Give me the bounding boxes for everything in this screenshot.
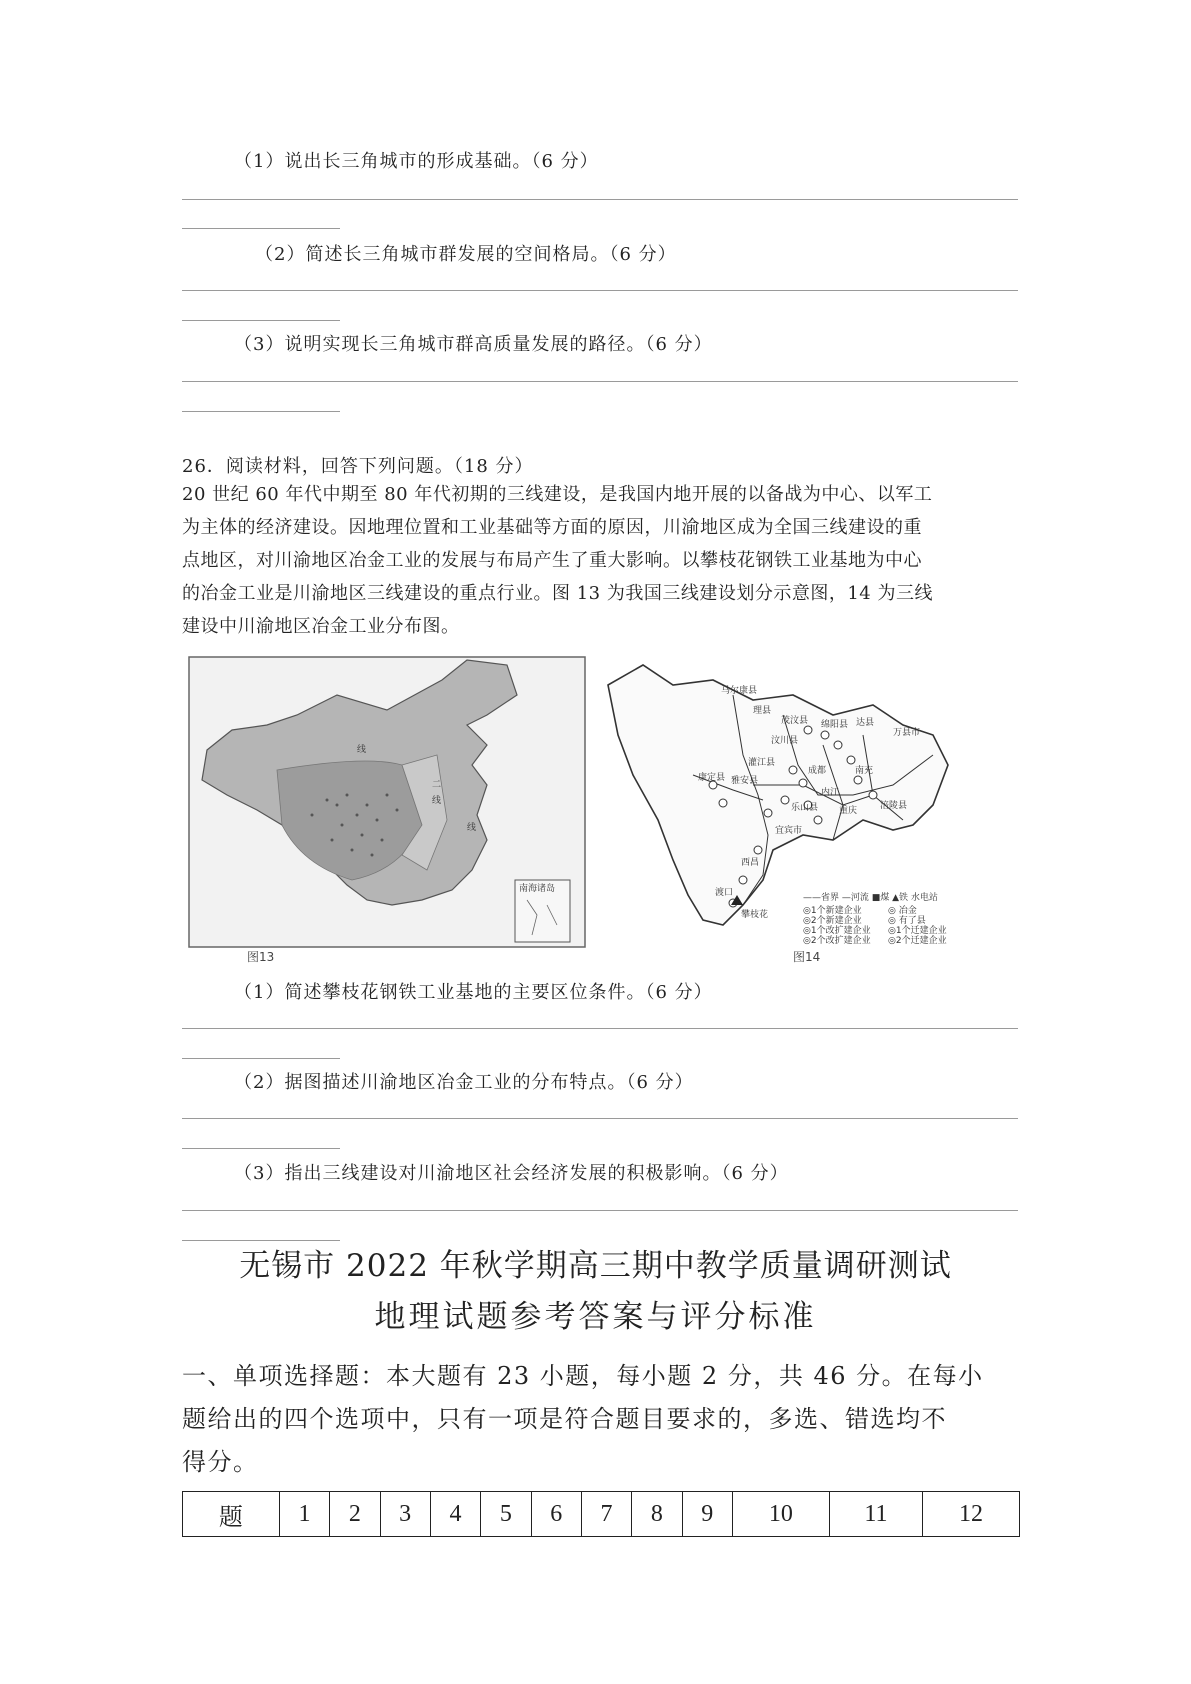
place-label: 内江 [821, 788, 840, 798]
legend-item: ◎1个新建企业 [803, 906, 862, 916]
table-cell: 7 [581, 1492, 631, 1537]
answer-line[interactable] [182, 199, 1018, 200]
table-row [183, 1492, 1020, 1537]
place-label: 乐山县 [791, 803, 819, 813]
q25-sub3: （3）说明实现长三角城市群高质量发展的路径。（6 分） [234, 334, 713, 355]
material-line: 20 世纪 60 年代中期至 80 年代初期的三线建设，是我国内地开展的以备战为中心、以军工 [182, 484, 933, 505]
answer-line-short[interactable] [182, 320, 340, 321]
fig13-caption: 图13 [247, 950, 275, 964]
section1-line: 得分。 [182, 1448, 259, 1476]
place-label: 康定县 [698, 773, 726, 783]
place-label: 马尔康县 [721, 686, 758, 696]
place-label: 涪陵县 [880, 801, 908, 811]
q26-sub2: （2）据图描述川渝地区冶金工业的分布特点。（6 分） [234, 1072, 694, 1093]
table-cell: 9 [682, 1492, 732, 1537]
label-line2b: 线 [432, 796, 442, 806]
legend-item: ◎2个新建企业 [803, 916, 862, 926]
legend-item: ◎ 有了县 [888, 916, 926, 926]
place-label: 汶川县 [771, 736, 799, 746]
legend-item: ◎2个迁建企业 [888, 936, 947, 946]
material-line: 为主体的经济建设。因地理位置和工业基础等方面的原因，川渝地区成为全国三线建设的重 [182, 517, 922, 538]
place-label: 成都 [808, 766, 827, 776]
q26-material [182, 478, 1022, 643]
material-line: 的冶金工业是川渝地区三线建设的重点行业。图 13 为我国三线建设划分示意图，14 为三线 [182, 583, 933, 604]
place-label: 雅安县 [731, 776, 759, 786]
legend-item: ◎2个改扩建企业 [803, 936, 871, 946]
table-cell: 3 [380, 1492, 430, 1537]
table-cell: 8 [632, 1492, 682, 1537]
section1-instructions [182, 1355, 1022, 1484]
answer-line[interactable] [182, 1028, 1018, 1029]
answer-line[interactable] [182, 381, 1018, 382]
place-label: 宜宾市 [775, 826, 803, 836]
q25-sub2: （2）简述长三角城市群发展的空间格局。（6 分） [255, 244, 677, 265]
sichuan-outline [608, 665, 948, 925]
answer-line-short[interactable] [182, 411, 340, 412]
table-cell: 11 [829, 1492, 922, 1537]
table-cell: 1 [279, 1492, 329, 1537]
table-cell: 2 [330, 1492, 380, 1537]
place-label: 理县 [753, 706, 772, 716]
place-label: 绵阳县 [821, 720, 849, 730]
answer-table [182, 1491, 1020, 1537]
inset-label: 南海诸岛 [519, 884, 556, 894]
legend-item: ◎1个改扩建企业 [803, 926, 871, 936]
legend-row1: ——省界 —河流 ■煤 ▲铁 水电站 [803, 893, 938, 903]
place-label: 渡口 [715, 888, 734, 898]
answer-line-short[interactable] [182, 1058, 340, 1059]
fig14-caption: 图14 [793, 950, 821, 964]
place-label: 茂汶县 [781, 716, 809, 726]
answer-line-short[interactable] [182, 228, 340, 229]
place-label: 攀枝花 [741, 910, 769, 920]
place-label: 西昌 [741, 858, 760, 868]
q26-sub1: （1）简述攀枝花钢铁工业基地的主要区位条件。（6 分） [234, 982, 713, 1003]
section1-line: 一、单项选择题：本大题有 23 小题，每小题 2 分，共 46 分。在每小 [182, 1362, 984, 1390]
map-legend [803, 891, 947, 946]
legend-item: ◎ 冶金 [888, 906, 917, 916]
legend-item: ◎1个迁建企业 [888, 926, 947, 936]
answer-line[interactable] [182, 290, 1018, 291]
material-line: 建设中川渝地区冶金工业分布图。 [182, 616, 460, 637]
q25-sub1: （1）说出长三角城市的形成基础。（6 分） [234, 151, 599, 172]
place-label: 重庆 [839, 806, 858, 816]
answer-line[interactable] [182, 1118, 1018, 1119]
table-cell: 题 [183, 1492, 280, 1537]
place-label: 灌江县 [748, 758, 776, 768]
label-line3: 线 [357, 745, 367, 755]
answer-key-subtitle: 地理试题参考答案与评分标准 [374, 1299, 817, 1335]
figure-14-metallurgy-map [603, 655, 1003, 965]
q26-header: 26．阅读材料，回答下列问题。（18 分） [182, 456, 534, 477]
section1-line: 题给出的四个选项中，只有一项是符合题目要求的，多选、错选均不 [182, 1405, 947, 1433]
figure-13-china-map [187, 655, 587, 965]
place-label: 南充 [855, 766, 874, 776]
place-label: 万县市 [893, 728, 921, 738]
table-cell: 6 [531, 1492, 581, 1537]
answer-line[interactable] [182, 1210, 1018, 1211]
place-label: 达县 [856, 718, 875, 728]
label-line1: 线 [467, 823, 477, 833]
answer-line-short[interactable] [182, 1148, 340, 1149]
q26-sub3: （3）指出三线建设对川渝地区社会经济发展的积极影响。（6 分） [234, 1163, 789, 1184]
table-cell: 10 [732, 1492, 829, 1537]
table-cell: 4 [430, 1492, 480, 1537]
table-cell: 5 [481, 1492, 531, 1537]
answer-key-title: 无锡市 2022 年秋学期高三期中教学质量调研测试 [239, 1248, 952, 1284]
material-line: 点地区，对川渝地区冶金工业的发展与布局产生了重大影响。以攀枝花钢铁工业基地为中心 [182, 550, 922, 571]
table-cell: 12 [923, 1492, 1020, 1537]
label-line2a: 二 [432, 780, 442, 790]
